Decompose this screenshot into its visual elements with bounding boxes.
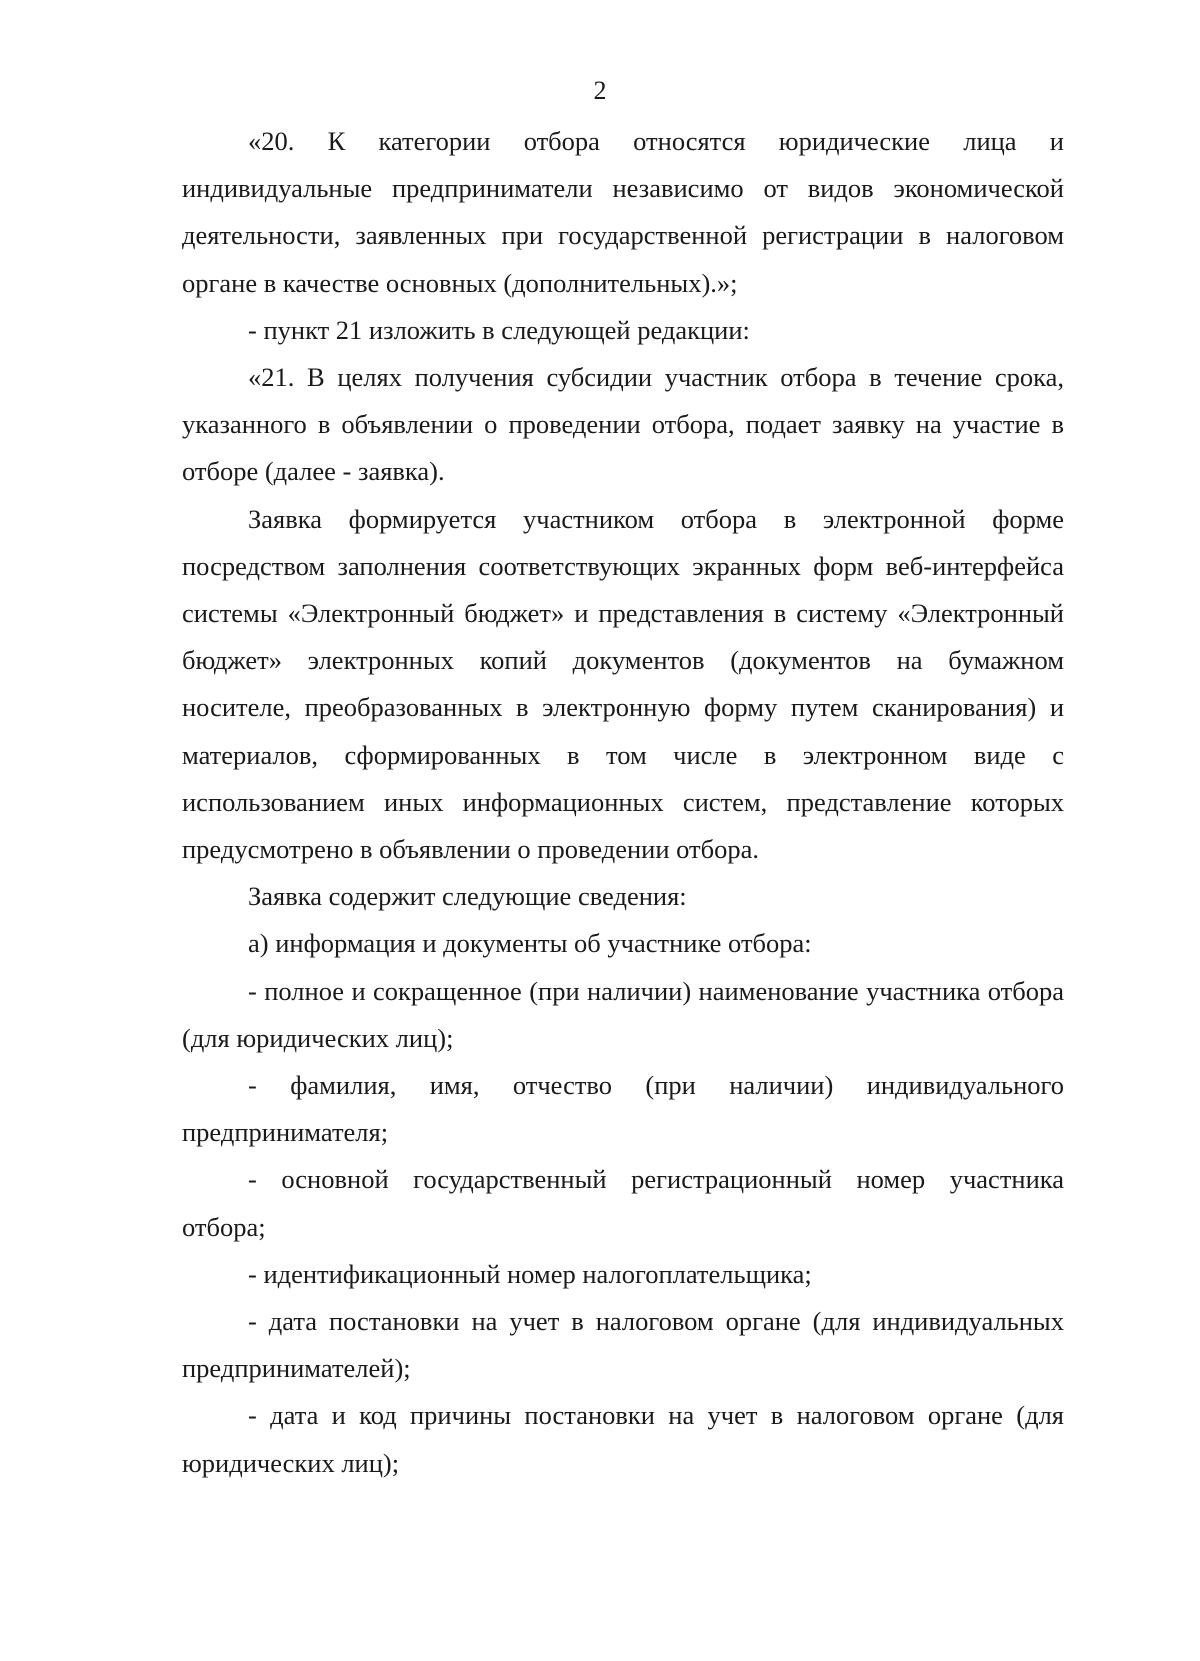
list-item-full-name: - полное и сокращенное (при наличии) наименование участника отбора (для юридических лиц); (182, 975, 1064, 1053)
paragraph-point-21: «21. В целях получения субсидии участник отбора в течение срока, указанного в объявлении о проведении отбора, подает заявку на участие в отборе (далее - заявка). (182, 362, 1064, 487)
list-item-registration-date: - дата постановки на учет в налоговом органе (для индивидуальных предпринимателей); (182, 1306, 1064, 1384)
paragraph-amend-point-21: - пункт 21 изложить в следующей редакции: (248, 314, 750, 345)
list-item-entrepreneur-name: - фамилия, имя, отчество (при наличии) индивидуального предпринимателя; (182, 1070, 1064, 1148)
paragraph-item-a: а) информация и документы об участнике отбора: (248, 928, 812, 959)
paragraph-application-form: Заявка формируется участником отбора в электронной форме посредством заполнения соответствующих экранных форм веб-интерфейса системы «Электронный бюджет» и представления в систему «Электронный бюджет» электронных копий документов (документов на бумажном носителе, преобразованных в электронную форму путем сканирования) и материалов, сформированных в том числе в электронном виде с использованием иных информационных систем, представление которых предусмотрено в объявлении о проведении отбора. (182, 503, 1064, 865)
page-number: 2 (593, 76, 607, 105)
list-item-kpp: - дата и код причины постановки на учет в налоговом органе (для юридических лиц); (182, 1400, 1064, 1478)
list-item-inn: - идентификационный номер налогоплательщика; (248, 1258, 812, 1289)
paragraph-application-contents: Заявка содержит следующие сведения: (248, 881, 687, 912)
document-body (182, 118, 1064, 1487)
list-item-ogrn: - основной государственный регистрационный номер участника отбора; (182, 1164, 1064, 1242)
paragraph-point-20: «20. К категории отбора относятся юридические лица и индивидуальные предприниматели независимо от видов экономической деятельности, заявленных при государственной регистрации в налоговом органе в качестве основных (дополнительных).»; (182, 126, 1064, 298)
